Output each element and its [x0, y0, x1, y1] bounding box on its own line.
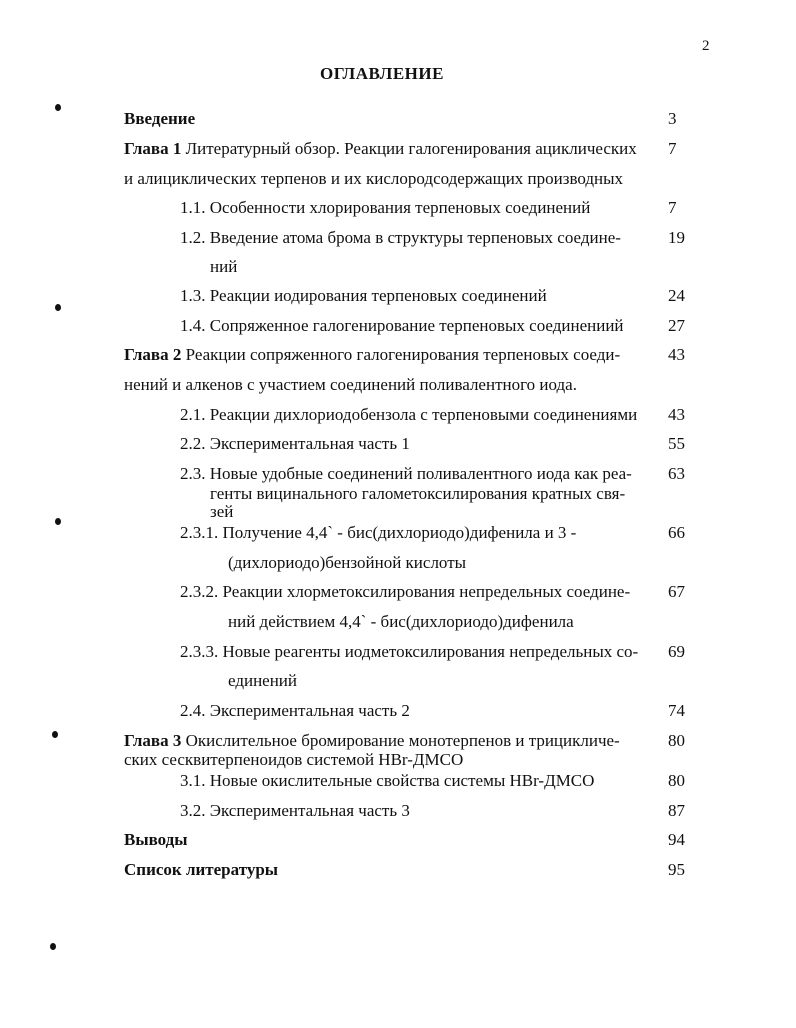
toc-s1-1-page: 7 [668, 198, 677, 217]
toc-intro-label: Введение [124, 109, 196, 128]
toc-ch2-page: 43 [668, 345, 685, 364]
toc-ch1-line1 [124, 139, 637, 159]
toc-s1-4-page: 27 [668, 316, 685, 335]
scan-mark [52, 731, 58, 738]
toc-ch1-prefix: Глава 1 [124, 139, 182, 158]
toc-s2-2-page: 55 [668, 434, 685, 453]
toc-s2-1: 2.1. Реакции дихлориодобензола с терпеновыми соединениями [180, 405, 638, 424]
toc-s1-2-line2: ний [210, 257, 238, 276]
toc-s2-3-1-line2: (дихлориодо)бензойной кислоты [228, 553, 467, 572]
toc-s2-1-page: 43 [668, 405, 685, 424]
toc-s2-4: 2.4. Экспериментальная часть 2 [180, 701, 410, 720]
toc-s2-3-2-line2: ний действием 4,4` - бис(дихлориодо)дифенила [228, 612, 574, 631]
toc-s2-3-page: 63 [668, 464, 685, 483]
scan-mark [50, 943, 56, 950]
toc-ch1-line2: и алициклических терпенов и их кислородсодержащих производных [124, 169, 624, 188]
toc-ch2-line1 [124, 345, 620, 365]
toc-ch3-text1: Окислительное бромирование монотерпенов и трицикличе- [181, 731, 620, 750]
page-number: 2 [702, 38, 710, 54]
toc-references-label: Список литературы [124, 860, 279, 879]
toc-s3-1: 3.1. Новые окислительные свойства системы HBr-ДМСО [180, 771, 595, 790]
scan-mark [55, 104, 61, 111]
toc-conclusions-page: 94 [668, 830, 685, 849]
page-title: ОГЛАВЛЕНИЕ [320, 64, 444, 83]
toc-references-page: 95 [668, 860, 685, 879]
toc-conclusions-label: Выводы [124, 830, 188, 849]
toc-s1-1: 1.1. Особенности хлорирования терпеновых соединений [180, 198, 591, 217]
toc-s1-2-line1: 1.2. Введение атома брома в структуры терпеновых соедине- [180, 228, 621, 247]
toc-s2-3-3-page: 69 [668, 642, 685, 661]
toc-ch3-line1 [124, 731, 620, 751]
toc-ch1-text1: Литературный обзор. Реакции галогенирования ациклических [181, 139, 637, 158]
toc-s2-3-line1: 2.3. Новые удобные соединений поливалентного иода как реа- [180, 464, 632, 483]
toc-ch2-line2: нений и алкенов с участием соединений поливалентного иода. [124, 375, 577, 394]
toc-s1-3-page: 24 [668, 286, 685, 305]
toc-intro-page: 3 [668, 109, 677, 128]
toc-s3-2: 3.2. Экспериментальная часть 3 [180, 801, 410, 820]
toc-s2-3-2-line1: 2.3.2. Реакции хлорметоксилирования непредельных соедине- [180, 582, 631, 601]
toc-s2-4-page: 74 [668, 701, 685, 720]
scan-mark [55, 518, 61, 525]
toc-ch2-text1: Реакции сопряженного галогенирования терпеновых соеди- [181, 345, 621, 364]
toc-ch3-prefix: Глава 3 [124, 731, 182, 750]
toc-s2-2: 2.2. Экспериментальная часть 1 [180, 434, 410, 453]
toc-ch3-page: 80 [668, 731, 685, 750]
toc-s1-2-page: 19 [668, 228, 685, 247]
toc-s2-3-line2: генты вицинального галометоксилирования кратных свя- [210, 484, 626, 503]
toc-s2-3-3-line1: 2.3.3. Новые реагенты иодметоксилирования непредельных со- [180, 642, 639, 661]
toc-ch2-prefix: Глава 2 [124, 345, 182, 364]
toc-s2-3-3-line2: единений [228, 671, 298, 690]
toc-s2-3-2-page: 67 [668, 582, 685, 601]
toc-s3-1-page: 80 [668, 771, 685, 790]
toc-s2-3-1-page: 66 [668, 523, 685, 542]
scan-mark [55, 304, 61, 311]
toc-s2-3-line3: зей [210, 502, 234, 521]
toc-s1-4: 1.4. Сопряженное галогенирование терпеновых соединениий [180, 316, 624, 335]
toc-ch1-page: 7 [668, 139, 677, 158]
toc-s2-3-1-line1: 2.3.1. Получение 4,4` - бис(дихлориодо)дифенила и 3 - [180, 523, 577, 542]
toc-s3-2-page: 87 [668, 801, 685, 820]
toc-s1-3: 1.3. Реакции иодирования терпеновых соединений [180, 286, 547, 305]
toc-ch3-line2: ских сесквитерпеноидов системой HBr-ДМСО [124, 750, 464, 769]
